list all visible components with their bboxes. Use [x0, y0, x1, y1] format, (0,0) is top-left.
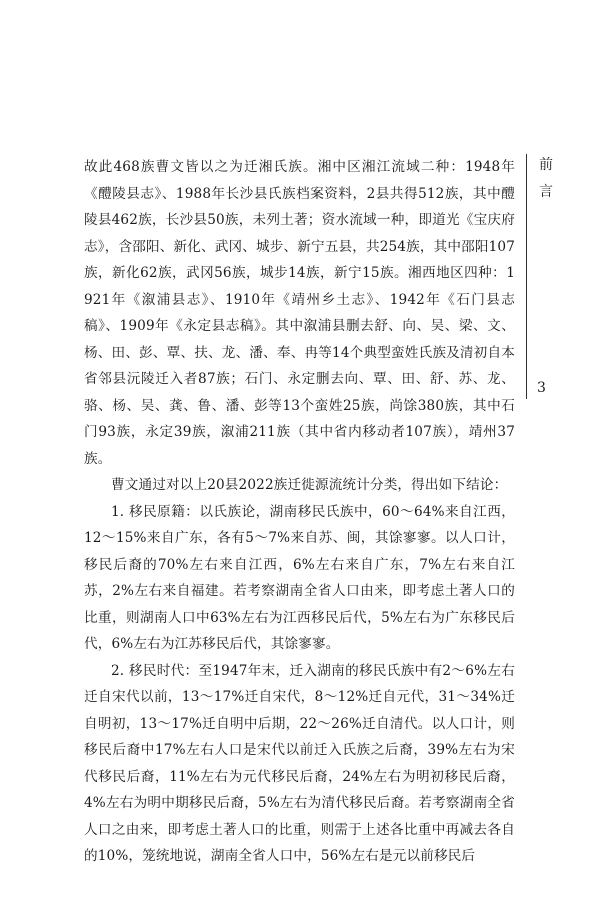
paragraph-summary-intro: 曹文通过对以上20县2022族迁徙源流统计分类，得出如下结论： [111, 477, 508, 493]
running-head-char: 言 [539, 184, 553, 200]
paragraph-continued: 故此468族曹文皆以之为迁湘氏族。湘中区湘江流域二种：1948年《醴陵县志》、1988年长沙县氏族档案资料，2县共得512族，其中醴陵县462族，长沙县50族，未列土著；资水流域一种，即道光《宝庆府志》，含邵阳、新化、武冈、城步、新宁五县，共254族，其中邵阳107族，新化62族，武冈56族，城步14族，新宁15族。湘西地区四种：1921年《溆浦县志》、1910年《靖州乡土志》、1942年《石门县志稿》、1909年《永定县志稿》。其中溆浦县删去舒、向、吴、梁、文、杨、田、彭、覃、扶、龙、潘、奉、冉等14个典型蛮姓氏族及清初自本省邻县沅陵迁入者87族；石门、永定删去向、覃、田、舒、苏、龙、骆、杨、吴、龚、鲁、潘、彭等13个蛮姓25族，尚馀380族，其中石门93族，永定39族，溆浦211族（其中省内移动者107族），靖州37族。 [84, 159, 515, 467]
running-head-char: 前 [539, 157, 553, 173]
paragraph-origin-conclusion: 1. 移民原籍：以氏族论，湖南移民氏族中，60～64%来自江西，12～15%来自广东，各有5～7%来自苏、闽，其馀寥寥。以人口计，移民后裔的70%左右来自江西，6%左右来自广东，7%左右来自江苏，2%左右来自福建。若考察湖南全省人口由来，即考虑土著人口的比重，则湖南人口中63%左右为江西移民后代，5%左右为广东移民后代，6%左右为江苏移民后代，其馀寥寥。 [84, 503, 515, 652]
page-number: 3 [537, 380, 546, 396]
running-head [537, 152, 555, 206]
body-text [84, 154, 515, 870]
paragraph-era-conclusion: 2. 移民时代：至1947年末，迁入湖南的移民氏族中有2～6%左右迁自宋代以前，13～17%迁自宋代，8～12%迁自元代，31～34%迁自明初，13～17%迁自明中后期，22～26%迁自清代。以人口计，则移民后裔中17%左右人口是宋代以前迁入氏族之后裔，39%左右为宋代移民后裔，11%左右为元代移民后裔，24%左右为明初移民后裔，4%左右为明中期移民后裔，5%左右为清代移民后裔。若考察湖南全省人口之由来，即考虑土著人口的比重，则需于上述各比重中再减去各自的10%，笼统地说，湖南全省人口中，56%左右是元以前移民后 [84, 662, 515, 864]
margin-divider [526, 154, 527, 399]
